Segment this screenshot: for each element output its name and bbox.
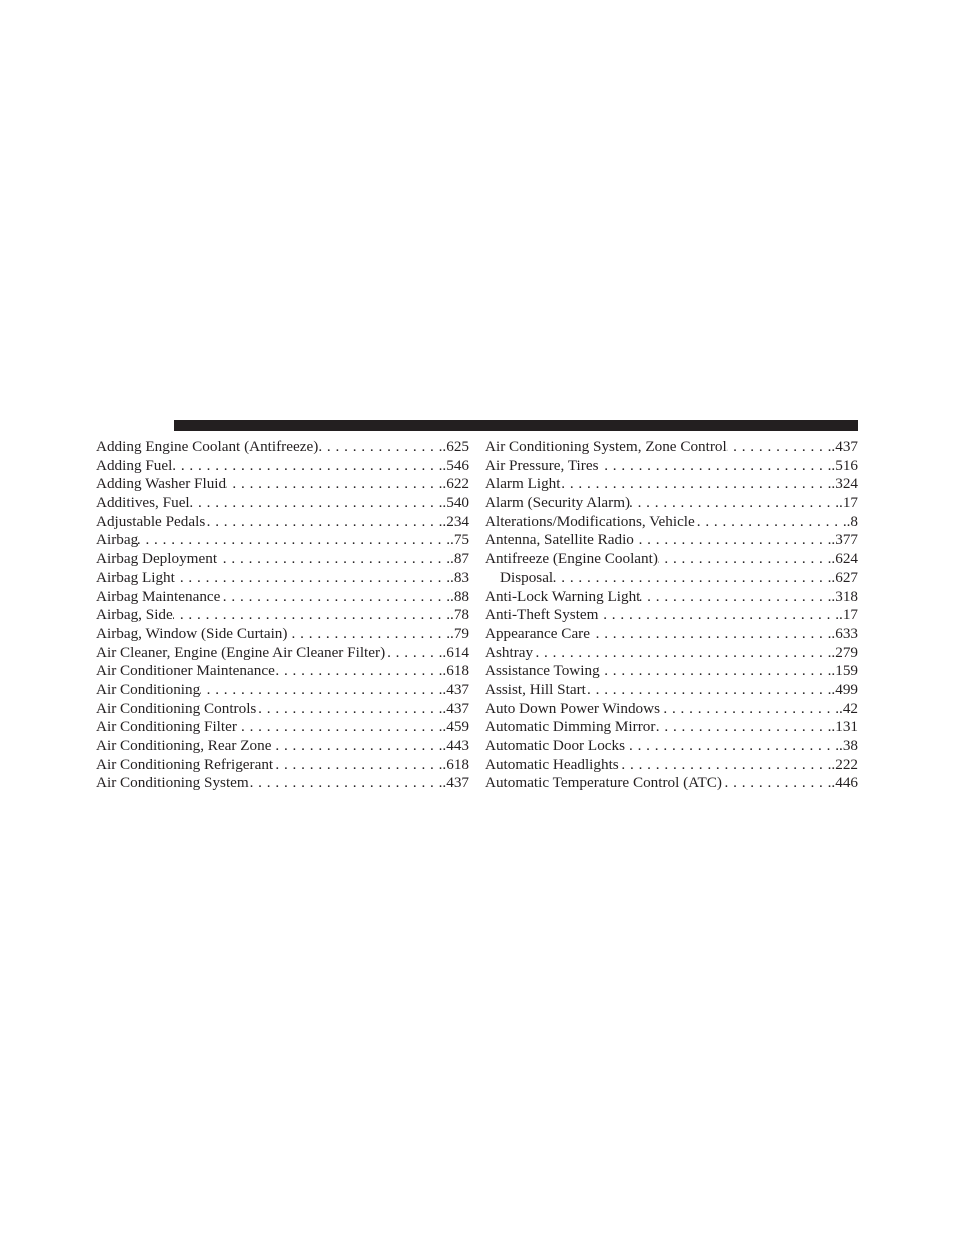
index-entry	[96, 625, 469, 644]
index-entry-label: Airbag, Side	[96, 606, 173, 624]
dot-leader	[619, 756, 832, 775]
index-entry-label: Airbag	[96, 531, 139, 549]
index-entry-page: .17	[839, 606, 858, 624]
dot-leader	[175, 569, 450, 588]
index-entry	[485, 737, 858, 756]
index-entry-label: Appearance Care	[485, 624, 590, 642]
index-entry-page: .83	[450, 568, 469, 586]
index-entry-page: .516	[831, 456, 858, 474]
index-entry	[96, 550, 469, 569]
dot-leader	[273, 756, 442, 775]
index-entry-page: .79	[450, 624, 469, 642]
index-entry-label: Adjustable Pedals	[96, 512, 206, 530]
index-entry	[485, 569, 858, 588]
index-entry	[485, 606, 858, 625]
dot-leader	[275, 662, 443, 681]
index-entry	[96, 737, 469, 756]
index-entry-page: .131	[831, 718, 858, 736]
index-entry-label: Ashtray	[485, 643, 534, 661]
index-entry	[485, 550, 858, 569]
index-entry-label: Air Conditioning Refrigerant	[96, 755, 274, 773]
index-entry-page: .618	[442, 662, 469, 680]
index-entry	[485, 700, 858, 719]
index-entry-label: Antenna, Satellite Radio	[485, 531, 634, 549]
dot-leader	[138, 531, 450, 550]
index-entry-label: Airbag Maintenance	[96, 587, 221, 605]
index-entry	[96, 475, 469, 494]
index-entry-page: .87	[450, 550, 469, 568]
index-entry-page: .622	[442, 475, 469, 493]
index-entry-page: .437	[442, 774, 469, 792]
index-entry	[485, 644, 858, 663]
index-entry-label: Air Conditioner Maintenance	[96, 662, 275, 680]
index-entry-page: .78	[450, 606, 469, 624]
index-column-left	[96, 438, 469, 793]
dot-leader	[727, 438, 832, 457]
index-entry-page: .546	[442, 456, 469, 474]
index-entry-page: .437	[831, 438, 858, 455]
index-entry	[485, 475, 858, 494]
dot-leader	[200, 681, 442, 700]
index-entry-label: Air Conditioning Controls	[96, 699, 257, 717]
index-entry	[96, 606, 469, 625]
index-entry-label: Additives, Fuel	[96, 494, 190, 512]
index-entry-label: Air Conditioning, Rear Zone	[96, 737, 272, 754]
index-entry-label: Alterations/Modifications, Vehicle	[485, 512, 695, 530]
index-entry-page: .625	[442, 438, 469, 455]
index-entry-label: Adding Fuel	[96, 456, 173, 474]
index-entry-page: .324	[831, 475, 858, 493]
index-entry	[96, 513, 469, 532]
dot-leader	[220, 588, 450, 607]
dot-leader	[217, 550, 450, 569]
index-entry-label: Air Conditioning System	[96, 774, 249, 792]
index-entry-label: Disposal	[500, 568, 554, 586]
dot-leader	[660, 700, 839, 719]
index-entry-label: Adding Washer Fluid	[96, 475, 227, 493]
dot-leader	[586, 681, 832, 700]
index-entry-page: .437	[442, 680, 469, 698]
index-entry-label: Automatic Headlights	[485, 755, 619, 773]
index-entry	[96, 494, 469, 513]
index-entry	[96, 588, 469, 607]
dot-leader	[561, 475, 832, 494]
dot-leader	[318, 438, 442, 457]
index-entry-page: .8	[846, 512, 858, 530]
dot-leader	[634, 531, 832, 550]
index-entry	[96, 700, 469, 719]
dot-leader	[630, 494, 839, 513]
index-entry-label: Assistance Towing	[485, 662, 600, 680]
index-entry-page: .437	[442, 699, 469, 717]
index-entry	[485, 681, 858, 700]
index-entry-label: Air Conditioning Filter	[96, 718, 237, 736]
index-entry-label: Anti-Lock Warning Light	[485, 587, 641, 605]
index-entry	[96, 531, 469, 550]
dot-leader	[553, 569, 831, 588]
index-entry-page: .377	[831, 531, 858, 549]
index-entry-page: .159	[831, 662, 858, 680]
index-entry-page: .279	[831, 643, 858, 661]
dot-leader	[598, 606, 839, 625]
index-column-right	[485, 438, 858, 793]
index-entry	[485, 438, 858, 457]
section-header-bar	[174, 420, 858, 431]
index-entry	[485, 457, 858, 476]
dot-leader	[655, 718, 831, 737]
index-entry	[96, 457, 469, 476]
index-entry-page: .614	[442, 643, 469, 661]
dot-leader	[226, 475, 442, 494]
index-entry-label: Automatic Door Locks	[485, 737, 626, 754]
index-entry	[485, 513, 858, 532]
index-entry	[96, 662, 469, 681]
index-entry-label: Airbag Deployment	[96, 550, 218, 568]
index-entry-label: Adding Engine Coolant (Antifreeze)	[96, 438, 319, 455]
index-entry-label: Antifreeze (Engine Coolant)	[485, 550, 658, 568]
index-entry-page: .618	[442, 755, 469, 773]
dot-leader	[249, 774, 443, 793]
index-entry-label: Air Conditioning System, Zone Control	[485, 438, 727, 455]
index-entry-page: .633	[831, 624, 858, 642]
dot-leader	[695, 513, 847, 532]
index-entry-page: .499	[831, 680, 858, 698]
index-entry-page: .234	[442, 512, 469, 530]
index-entry-page: .88	[450, 587, 469, 605]
dot-leader	[590, 625, 831, 644]
dot-leader	[599, 457, 832, 476]
index-entry-label: Alarm (Security Alarm)	[485, 494, 631, 512]
index-entry-page: .222	[831, 755, 858, 773]
dot-leader	[205, 513, 442, 532]
index-entry	[96, 756, 469, 775]
index-entry	[96, 681, 469, 700]
index-entry-label: Air Conditioning	[96, 680, 201, 698]
index-entry-page: .42	[839, 699, 858, 717]
index-entry	[485, 718, 858, 737]
index-entry-label: Air Cleaner, Engine (Engine Air Cleaner Filter)	[96, 643, 386, 661]
index-entry-page: .17	[839, 494, 858, 512]
dot-leader	[190, 494, 443, 513]
index-entry-page: .459	[442, 718, 469, 736]
index-entry-label: Alarm Light	[485, 475, 561, 493]
index-entry	[485, 756, 858, 775]
index-entry	[485, 625, 858, 644]
index-entry-label: Assist, Hill Start	[485, 680, 586, 698]
index-entry	[485, 531, 858, 550]
dot-leader	[385, 644, 442, 663]
index-entry-label: Air Pressure, Tires	[485, 456, 599, 474]
index-entry	[96, 644, 469, 663]
index-entry	[485, 662, 858, 681]
index-entry-label: Automatic Dimming Mirror	[485, 718, 656, 736]
index-entry-label: Auto Down Power Windows	[485, 699, 661, 717]
dot-leader	[722, 774, 831, 793]
index-entry-page: .38	[839, 737, 858, 754]
index-entry	[96, 438, 469, 457]
dot-leader	[625, 737, 839, 756]
index-entry-page: .446	[831, 774, 858, 792]
index-entry	[485, 774, 858, 793]
dot-leader	[640, 588, 831, 607]
dot-leader	[658, 550, 832, 569]
dot-leader	[600, 662, 832, 681]
dot-leader	[173, 606, 450, 625]
dot-leader	[287, 625, 450, 644]
index-entry	[96, 774, 469, 793]
index-entry-page: .75	[450, 531, 469, 549]
index-entry	[96, 569, 469, 588]
index-entry	[485, 494, 858, 513]
index-entry-label: Airbag Light	[96, 568, 175, 586]
dot-leader	[237, 718, 443, 737]
index-entry-page: .443	[442, 737, 469, 754]
index-entry-page: .627	[831, 568, 858, 586]
index-entry	[96, 718, 469, 737]
index-entry-label: Automatic Temperature Control (ATC)	[485, 774, 722, 792]
dot-leader	[172, 457, 442, 476]
dot-leader	[271, 737, 442, 756]
dot-leader	[533, 644, 831, 663]
index-entry	[485, 588, 858, 607]
index-entry-label: Anti-Theft System	[485, 606, 599, 624]
index-entry-page: .540	[442, 494, 469, 512]
index-entry-page: .318	[831, 587, 858, 605]
index-entry-label: Airbag, Window (Side Curtain)	[96, 624, 288, 642]
dot-leader	[256, 700, 442, 719]
index-entry-page: .624	[831, 550, 858, 568]
